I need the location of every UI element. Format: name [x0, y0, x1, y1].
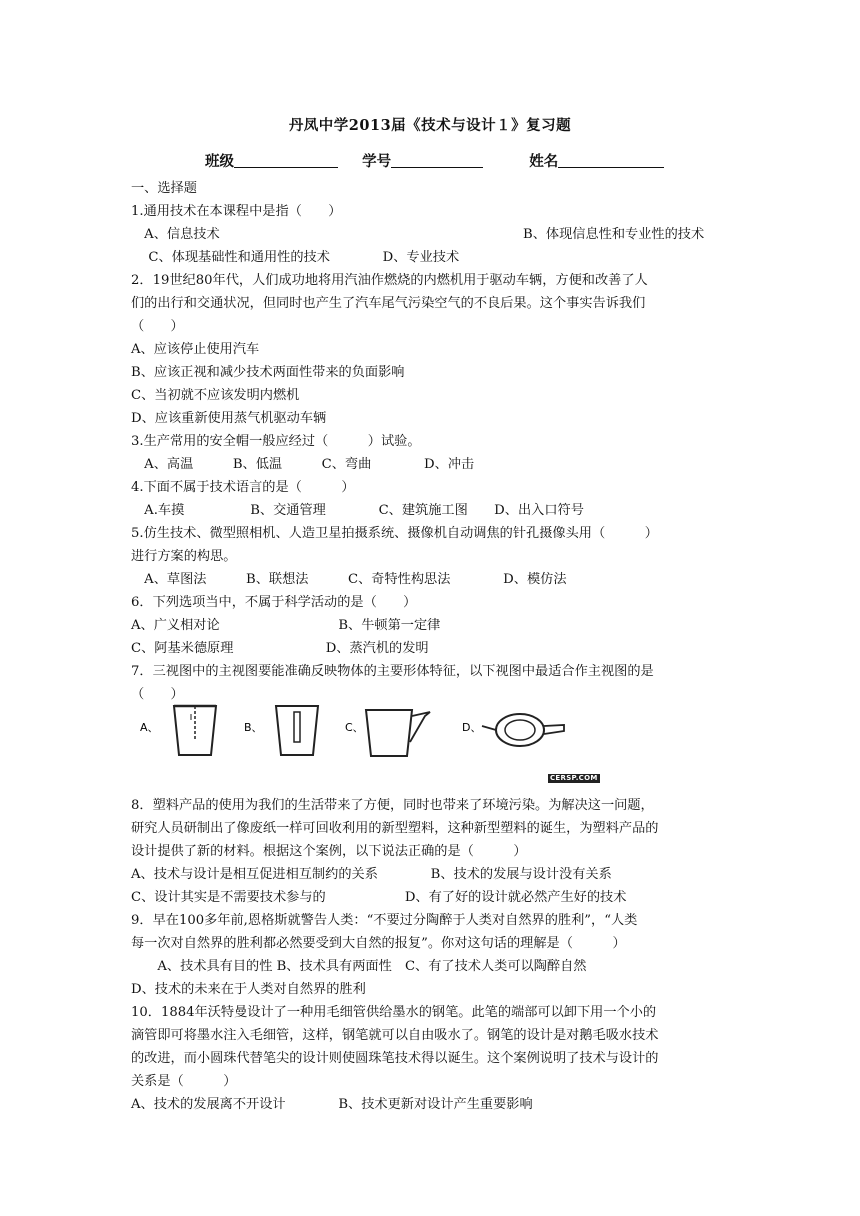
class-blank [234, 153, 338, 168]
text-line: C、体现基础性和通用性的技术 D、专业技术 [131, 250, 460, 265]
student-info-header [205, 150, 664, 171]
text-line: （ ） [131, 319, 184, 334]
text-line: B、应该正视和减少技术两面性带来的负面影响 [131, 365, 405, 380]
text-line: 研究人员研制出了像废纸一样可回收利用的新型塑料，这种新型塑料的诞生，为塑料产品的 [131, 821, 659, 836]
figure-label-c: C、 [345, 721, 364, 734]
text-line: A、技术具有目的性 B、技术具有两面性 C、有了技术人类可以陶醉自然 [131, 959, 587, 974]
three-view-figure [140, 700, 600, 770]
text-line: 的改进，而小圆珠代替笔尖的设计则使圆珠笔技术得以诞生。这个案例说明了技术与设计的 [131, 1051, 659, 1066]
text-line: 1.通用技术在本课程中是指（ ） [131, 204, 342, 219]
text-line: 2．19世纪80年代，人们成功地将用汽油作燃烧的内燃机用于驱动车辆，方便和改善了人 [131, 273, 648, 288]
text-line: C、当初就不应该发明内燃机 [131, 388, 300, 403]
text-line: D、应该重新使用蒸气机驱动车辆 [131, 411, 327, 426]
view-d-top-icon [482, 714, 564, 746]
text-line: C、阿基米德原理 D、蒸汽机的发明 [131, 641, 429, 656]
student-id-label: 学号 [362, 153, 392, 170]
text-line: A、广义相对论 B、牛顿第一定律 [131, 618, 441, 633]
text-line: 9．早在100多年前,恩格斯就警告人类：“不要过分陶醉于人类对自然界的胜利”，“人类 [131, 913, 638, 928]
text-line: 关系是（ ） [131, 1074, 237, 1089]
text-line: 设计提供了新的材料。根据这个案例，以下说法正确的是（ ） [131, 844, 527, 859]
text-line: 7．三视图中的主视图要能准确反映物体的主要形体特征，以下视图中最适合作主视图的是 [131, 664, 654, 679]
text-line: 6．下列选项当中，不属于科学活动的是（ ） [131, 595, 417, 610]
text-line: 4.下面不属于技术语言的是（ ） [131, 480, 355, 495]
text-line: 3.生产常用的安全帽一般应经过（ ）试验。 [131, 434, 421, 449]
figure-label-b: B、 [244, 721, 263, 734]
figure-label-a: A、 [140, 721, 159, 734]
name-blank [558, 153, 664, 168]
text-line: 5.仿生技术、微型照相机、人造卫星拍摄系统、摄像机自动调焦的针孔摄像头用（ ） [131, 526, 658, 541]
text-line: A、技术的发展离不开设计 B、技术更新对设计产生重要影响 [131, 1097, 533, 1112]
q1-option-b: B、体现信息性和专业性的技术 [523, 227, 705, 242]
text-line: A.车摸 B、交通管理 C、建筑施工图 D、出入口符号 [131, 503, 584, 518]
text-line: 一、选择题 [131, 181, 197, 196]
view-a-handle-icon [191, 706, 195, 740]
text-line: 10．1884年沃特曼设计了一种用毛细管供给墨水的钢笔。此笔的端部可以卸下用一个小的 [131, 1005, 657, 1020]
text-line: 进行方案的构思。 [131, 549, 237, 564]
text-line: A、草图法 B、联想法 C、奇特性构思法 D、模仿法 [131, 572, 567, 587]
class-label: 班级 [205, 153, 234, 170]
text-line: 8．塑料产品的使用为我们的生活带来了方便，同时也带来了环境污染。为解决这一问题， [131, 798, 654, 813]
name-label: 姓名 [529, 153, 559, 170]
text-line: A、信息技术 [131, 227, 220, 242]
view-b-cup-icon [276, 706, 318, 755]
text-line: C、设计其实是不需要技术参与的 D、有了好的设计就必然产生好的技术 [131, 890, 627, 905]
text-line: 们的出行和交通状况，但同时也产生了汽车尾气污染空气的不良后果。这个事实告诉我们 [131, 296, 646, 311]
figure-label-d: D、 [462, 721, 482, 734]
text-line: D、技术的未来在于人类对自然界的胜利 [131, 982, 366, 997]
text-line: 每一次对自然界的胜利都必然要受到大自然的报复”。你对这句话的理解是（ ） [131, 936, 626, 951]
student-id-blank [391, 153, 483, 168]
text-line: 滴管即可将墨水注入毛细管，这样，钢笔就可以自由吸水了。钢笔的设计是对鹅毛吸水技术 [131, 1028, 659, 1043]
text-line: A、高温 B、低温 C、弯曲 D、冲击 [131, 457, 475, 472]
page-title: 丹凤中学2013届《技术与设计１》复习题 [288, 117, 572, 134]
text-line: （ ） [131, 687, 184, 702]
view-c-mug-icon [366, 710, 430, 756]
text-line: A、技术与设计是相互促进相互制约的关系 B、技术的发展与设计没有关系 [131, 867, 612, 882]
watermark-logo: CERSP.COM [550, 774, 598, 782]
text-line: A、应该停止使用汽车 [131, 342, 260, 357]
